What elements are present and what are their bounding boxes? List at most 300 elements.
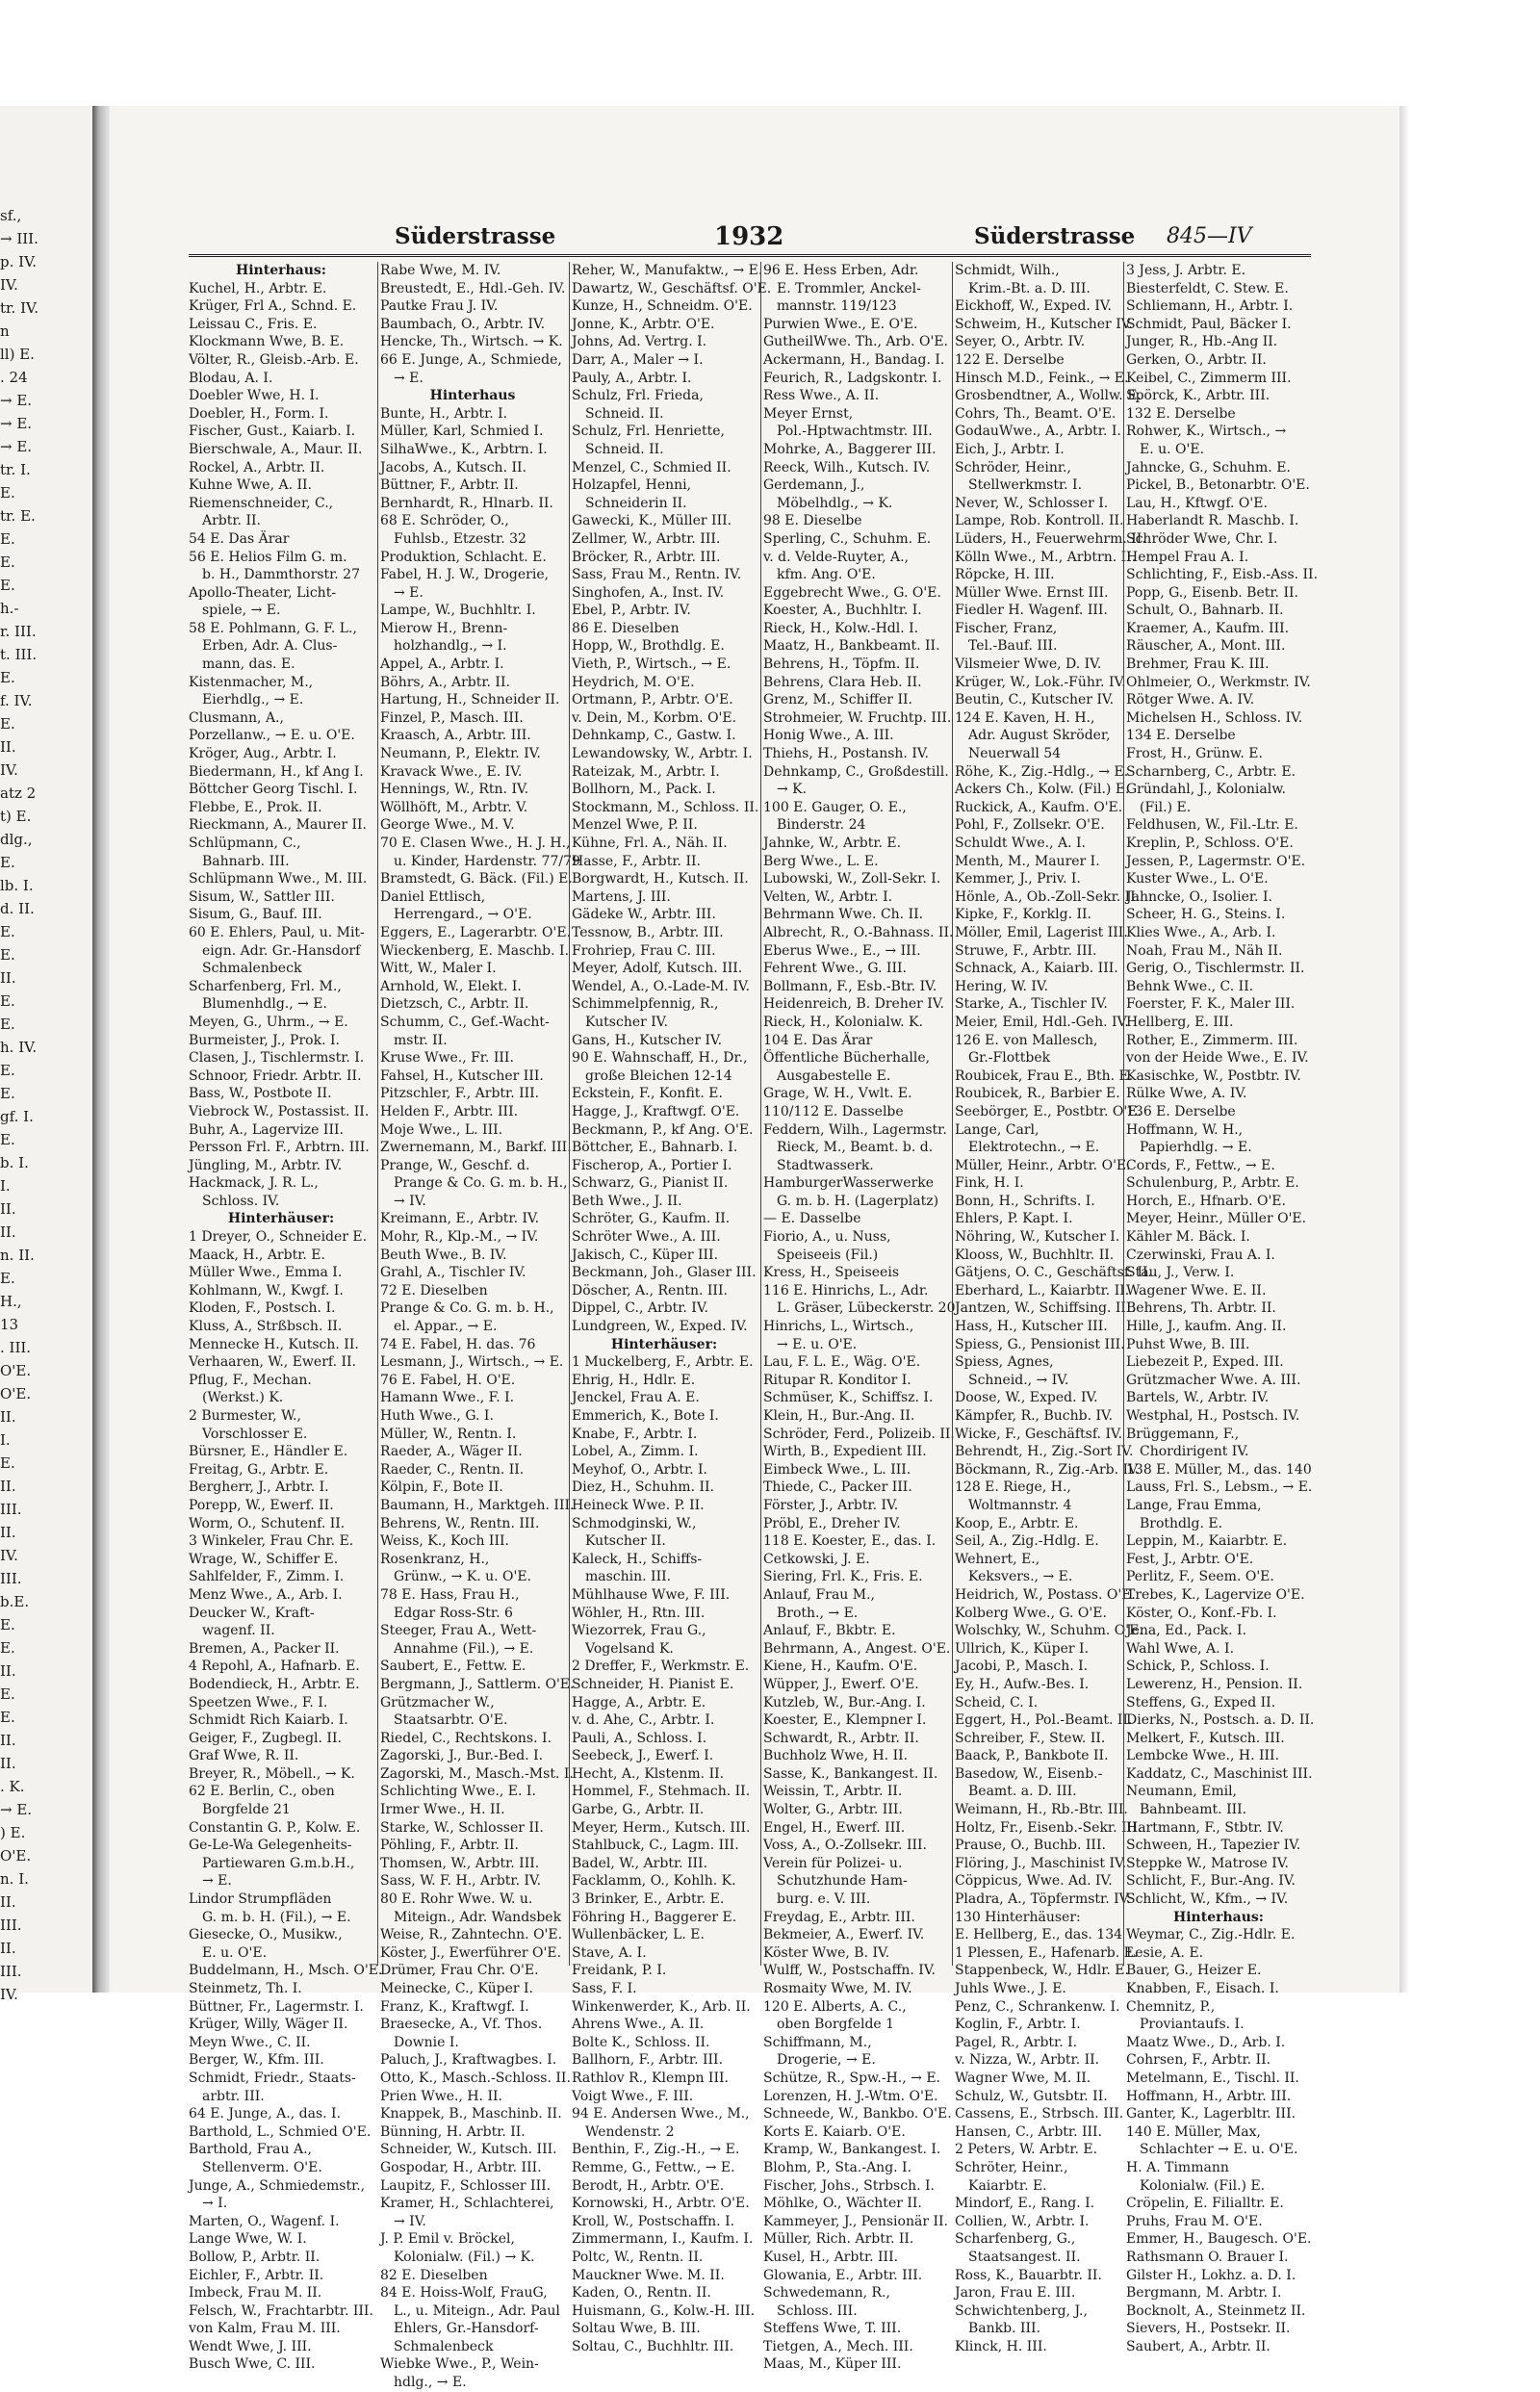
column-rule: [1123, 262, 1124, 1966]
directory-entry: 84 E. Hoiss-Wolf, FrauG,: [380, 2285, 548, 2302]
directory-entry: v. d. Ahe, C., Arbtr. I.: [572, 1712, 715, 1729]
directory-entry: Stappenbeck, W., Hdlr. E.: [955, 1963, 1129, 1979]
directory-entry: Hinrichs, L., Wirtsch.,: [763, 1319, 914, 1335]
directory-entry: spiele, → E.: [202, 603, 281, 619]
directory-entry: Spörck, K., Arbtr. III.: [1126, 388, 1270, 404]
directory-entry: E. Hellberg, E., das. 134: [955, 1927, 1123, 1943]
directory-entry: Eberhard, L., Kaiarbtr. II.: [955, 1282, 1130, 1299]
directory-entry: Maatz Wwe., D., Arb. I.: [1126, 2034, 1286, 2050]
directory-entry: Holtz, Fr., Eisenb.-Sekr. III.: [955, 1819, 1142, 1836]
directory-entry: Puhst Wwe, B. III.: [1126, 1336, 1250, 1352]
directory-entry: Lorenzen, H. J.-Wtm. O'E.: [763, 2088, 938, 2104]
directory-entry: Hencke, Th., Wirtsch. → K.: [380, 334, 563, 350]
directory-entry: Kolonialw. (Fil.) E.: [1140, 2177, 1266, 2194]
directory-entry: 72 E. Dieselben: [380, 1282, 488, 1299]
directory-entry: Stellenverm. O'E.: [202, 2159, 322, 2175]
directory-entry: 3 Jess, J. Arbtr. E.: [1126, 263, 1246, 278]
directory-entry: Schwedemann, R.,: [763, 2285, 890, 2302]
directory-entry: Weymar, C., Zig.-Hdlr. E.: [1126, 1927, 1296, 1943]
directory-entry: Laupitz, F., Schlosser III.: [380, 2177, 552, 2194]
directory-entry: Bodendieck, H., Arbtr. E.: [189, 1676, 360, 1692]
left-fragment-line: E.: [0, 992, 15, 1010]
directory-entry: Voss, A., O.-Zollsekr. III.: [763, 1838, 927, 1854]
directory-entry: Sisum, W., Sattler III.: [189, 888, 335, 905]
left-fragment-line: E.: [0, 1685, 15, 1703]
directory-entry: Stadtwasserk.: [777, 1157, 874, 1173]
left-fragment-line: II.: [0, 738, 16, 756]
left-fragment-line: E.: [0, 1131, 15, 1148]
directory-entry: Lewerenz, H., Pension. II.: [1126, 1676, 1303, 1692]
directory-entry: Weise, R., Zahntechn. O'E.: [380, 1927, 563, 1943]
directory-entry: Hecht, A., Klstenm. II.: [572, 1765, 725, 1782]
directory-entry: Sass, W. F. H., Arbtr. IV.: [380, 1873, 542, 1890]
directory-entry: Lau, F. L. E., Wäg. O'E.: [763, 1354, 921, 1371]
column-rule: [952, 262, 953, 1966]
directory-entry: Pohl, F., Zollsekr. O'E.: [955, 817, 1105, 834]
left-fragment-line: E.: [0, 923, 15, 940]
directory-entry: Finzel, P., Masch. III.: [380, 709, 524, 726]
directory-entry: 100 E. Gauger, O. E.,: [763, 799, 907, 815]
directory-entry: 70 E. Clasen Wwe., H. J. H.,: [380, 836, 571, 851]
directory-entry: burg. e. V. III.: [777, 1891, 871, 1908]
directory-entry: von der Heide Wwe., E. IV.: [1126, 1050, 1309, 1067]
directory-entry: arbtr. III.: [202, 2088, 265, 2104]
directory-entry: Kluss, A., Strßbsch. II.: [189, 1319, 343, 1335]
directory-entry: Bergmann, J., Sattlerm. O'E.: [380, 1676, 575, 1692]
directory-entry: Kröger, Aug., Arbtr. I.: [189, 746, 337, 762]
section-subheading: Hinterhaus:: [1173, 1909, 1264, 1925]
directory-entry: hdlg., → E.: [394, 2375, 467, 2391]
directory-entry: Braesecke, A., Vf. Thos.: [380, 2017, 543, 2033]
directory-entry: Berger, W., Kfm. III.: [189, 2052, 324, 2069]
directory-entry: Neuerwall 54: [968, 746, 1062, 762]
directory-entry: Eggert, H., Pol.-Beamt. II.: [955, 1712, 1133, 1729]
directory-entry: eign. Adr. Gr.-Hansdorf: [202, 942, 361, 959]
directory-entry: Lauss, Frl. S., Lebsm., → E.: [1126, 1479, 1313, 1496]
directory-entry: Kämpfer, R., Buchb. IV.: [955, 1408, 1114, 1424]
directory-entry: Dietzsch, C., Arbtr. II.: [380, 996, 529, 1013]
directory-entry: Clusmann, A.,: [189, 709, 284, 726]
directory-entry: Beamt. a. D. III.: [968, 1784, 1077, 1800]
directory-entry: Kolonialw. (Fil.) → K.: [394, 2249, 535, 2265]
directory-entry: Kuster Wwe., L. O'E.: [1126, 871, 1269, 887]
directory-entry: Jacobi, P., Masch. I.: [955, 1659, 1089, 1675]
directory-entry: → E.: [202, 1873, 232, 1890]
directory-entry: Bierschwale, A., Maur. II.: [189, 441, 363, 457]
directory-entry: Wulff, W., Postschaffn. IV.: [763, 1963, 936, 1979]
directory-entry: Johns, Ad. Vertrg. I.: [572, 334, 707, 350]
directory-entry: 118 E. Koester, E., das. I.: [763, 1533, 937, 1550]
directory-entry: Cetkowski, J. E.: [763, 1551, 870, 1567]
directory-entry: Bollmann, F., Esb.-Btr. IV.: [763, 978, 937, 994]
directory-entry: Deucker W., Kraft-: [189, 1605, 315, 1621]
directory-entry: Jena, Ed., Pack. I.: [1126, 1623, 1247, 1639]
directory-entry: Schröter, Heinr.,: [955, 2159, 1068, 2175]
directory-entry: Koester, E., Klempner I.: [763, 1712, 927, 1729]
directory-entry: Riemenschneider, C.,: [189, 495, 334, 511]
directory-entry: Gilster H., Lokhz. a. D. I.: [1126, 2267, 1296, 2283]
directory-entry: Möbelhdlg., → K.: [777, 495, 893, 511]
directory-entry: Fischer, Johs., Strbsch. I.: [763, 2177, 935, 2194]
directory-entry: 94 E. Andersen Wwe., M.,: [572, 2106, 750, 2122]
directory-entry: Pladra, A., Töpfermstr. IV.: [955, 1891, 1131, 1908]
directory-entry: Beuth Wwe., B. IV.: [380, 1247, 507, 1263]
directory-entry: Leissau C., Fris. E.: [189, 316, 318, 332]
directory-entry: Grützmacher W.,: [380, 1694, 495, 1710]
directory-entry: Kasischke, W., Postbtr. IV.: [1126, 1067, 1301, 1084]
directory-entry: HamburgerWasserwerke: [763, 1175, 935, 1192]
directory-entry: Bauer, G., Heizer E.: [1126, 1963, 1262, 1979]
left-fragment-line: II.: [0, 1732, 16, 1749]
directory-entry: Popp, G., Eisenb. Betr. II.: [1126, 584, 1298, 601]
directory-entry: Worm, O., Schutenf. II.: [189, 1515, 346, 1531]
directory-entry: Porepp, W., Ewerf. II.: [189, 1497, 334, 1513]
left-fragment-line: II.: [0, 1524, 16, 1541]
directory-entry: Weissin, T., Arbtr. II.: [763, 1784, 903, 1800]
directory-entry: 110/112 E. Dasselbe: [763, 1103, 904, 1119]
directory-entry: Mohrke, A., Baggerer III.: [763, 441, 937, 457]
directory-entry: Wahl Wwe, A. I.: [1126, 1640, 1235, 1657]
directory-entry: Lampe, Rob. Kontroll. II.: [955, 513, 1124, 529]
directory-entry: Rieck, H., Kolonialw. K.: [763, 1014, 923, 1030]
directory-entry: Rosenkranz, H.,: [380, 1551, 490, 1567]
left-fragment-line: III.: [0, 1916, 22, 1934]
directory-entry: Prange & Co. G. m. b. H.,: [394, 1175, 568, 1192]
directory-entry: 130 Hinterhäuser:: [955, 1909, 1081, 1925]
directory-entry: Papierhdlg. → E.: [1140, 1140, 1252, 1156]
directory-entry: Speiseeis (Fil.): [777, 1247, 879, 1263]
directory-entry: Kutzleb, W., Bur.-Ang. I.: [763, 1694, 926, 1710]
directory-entry: Bartels, W., Arbtr. IV.: [1126, 1390, 1270, 1406]
left-fragment-line: 13: [0, 1316, 19, 1333]
directory-entry: Paluch, J., Kraftwagbes. I.: [380, 2052, 557, 2069]
directory-entry: Clasen, J., Tischlermstr. I.: [189, 1050, 365, 1067]
directory-entry: Proviantaufs. I.: [1140, 2017, 1245, 2033]
directory-entry: Fink, H. I.: [955, 1175, 1024, 1192]
directory-entry: Steinmetz, Th. I.: [189, 1981, 302, 1996]
directory-entry: Gätjens, O. C., Geschäftsf. II.: [955, 1265, 1152, 1281]
directory-entry: Jakisch, C., Küper III.: [572, 1247, 719, 1263]
directory-entry: Freitag, G., Arbtr. E.: [189, 1461, 329, 1478]
directory-entry: Krüger, Willy, Wäger II.: [189, 2017, 348, 2033]
directory-entry: Struwe, F., Arbtr. III.: [955, 942, 1097, 959]
directory-entry: Büttner, Fr., Lagermstr. I.: [189, 1998, 364, 2015]
directory-entry: Rother, E., Zimmerm. III.: [1126, 1032, 1298, 1048]
left-fragment-line: O'E.: [0, 1362, 32, 1379]
directory-entry: Feldhusen, W., Fil.-Ltr. E.: [1126, 817, 1298, 834]
directory-entry: Pröbl, E., Dreher IV.: [763, 1515, 901, 1531]
directory-entry: Berodt, H., Arbtr. O'E.: [572, 2177, 725, 2194]
directory-entry: 132 E. Derselbe: [1126, 405, 1236, 422]
directory-entry: Schlicht, W., Kfm., → IV.: [1126, 1891, 1289, 1908]
directory-entry: → K.: [777, 782, 808, 798]
directory-entry: von Kalm, Frau M. III.: [189, 2321, 341, 2337]
directory-entry: Flöring, J., Maschinist IV.: [955, 1855, 1127, 1871]
directory-entry: Hartmann, F., Stbtr. IV.: [1126, 1819, 1284, 1836]
directory-entry: Bahnbeamt. III.: [1140, 1802, 1247, 1818]
directory-entry: J. P. Emil v. Bröckel,: [380, 2231, 515, 2248]
directory-entry: Jenckel, Frau A. E.: [572, 1390, 700, 1406]
directory-entry: Hennings, W., Rtn. IV.: [380, 782, 529, 798]
left-fragment-line: ll) E.: [0, 346, 35, 363]
book-gutter: [92, 106, 110, 1993]
column-rule: [377, 262, 378, 1966]
directory-entry: Vieth, P., Wirtsch., → E.: [572, 656, 732, 673]
directory-entry: Schlichting, F., Eisb.-Ass. II.: [1126, 567, 1319, 583]
left-fragment-line: lb. I.: [0, 877, 34, 894]
directory-entry: Bröcker, R., Arbtr. III.: [572, 549, 721, 565]
directory-entry: Schneede, W., Bankbo. O'E.: [763, 2106, 952, 2122]
directory-entry: Schulz, Frl. Frieda,: [572, 388, 704, 404]
left-fragment-line: . 24: [0, 369, 28, 386]
directory-entry: Haberlandt R. Maschb. I.: [1126, 513, 1299, 529]
directory-entry: 74 E. Fabel, H. das. 76: [380, 1336, 536, 1352]
page-number: 845—IV: [1167, 224, 1252, 248]
directory-entry: Beckmann, Joh., Glaser III.: [572, 1265, 757, 1281]
left-fragment-line: h. IV.: [0, 1039, 38, 1056]
directory-entry: Scheer, H. G., Steins. I.: [1126, 907, 1286, 923]
directory-entry: Hinsch M.D., Feink., → E.: [955, 370, 1129, 386]
directory-entry: — E. Dasselbe: [763, 1211, 861, 1227]
directory-entry: Flebbe, E., Prok. II.: [189, 799, 322, 815]
directory-entry: Kreplin, P., Schloss. O'E.: [1126, 836, 1294, 851]
directory-entry: Wendel, A., O.-Lade-M. IV.: [572, 978, 750, 994]
directory-entry: Meyhof, O., Arbtr. I.: [572, 1461, 707, 1478]
directory-entry: Kiene, H., Kaufm. O'E.: [763, 1659, 918, 1675]
directory-entry: Brüggemann, F.,: [1126, 1426, 1240, 1442]
directory-entry: Pauli, A., Schloss. I.: [572, 1730, 707, 1746]
directory-entry: Kutscher IV.: [585, 1014, 668, 1030]
directory-entry: → I.: [202, 2196, 228, 2212]
directory-entry: Strohmeier, W. Fruchtp. III.: [763, 709, 952, 726]
directory-entry: Büttner, F., Arbtr. II.: [380, 477, 519, 494]
directory-entry: Pruhs, Frau M. O'E.: [1126, 2213, 1263, 2229]
directory-entry: Erben, Adr. A. Clus-: [202, 638, 338, 655]
left-fragment-line: O'E.: [0, 1847, 32, 1865]
directory-entry: Schliemann, H., Arbtr. I.: [1126, 298, 1294, 315]
directory-entry: Prien Wwe., H. II.: [380, 2088, 502, 2104]
directory-entry: Möhlke, O., Wächter II.: [763, 2196, 922, 2212]
directory-entry: Eggers, E., Lagerarbtr. O'E.: [380, 924, 572, 940]
directory-entry: Mühlhause Wwe, F. III.: [572, 1586, 731, 1603]
directory-entry: Marten, O., Wagenf. I.: [189, 2213, 340, 2229]
left-fragment-line: O'E.: [0, 1385, 32, 1402]
directory-entry: Möller, Emil, Lagerist III.: [955, 924, 1128, 940]
running-head-year: 1932: [714, 222, 784, 251]
left-fragment-line: II.: [0, 1478, 16, 1495]
directory-entry: Eichler, F., Arbtr. II.: [189, 2267, 324, 2283]
directory-entry: Barthold, L., Schmied O'E.: [189, 2123, 372, 2140]
directory-entry: Seil, A., Zig.-Hdlg. E.: [955, 1533, 1099, 1550]
directory-entry: Never, W., Schlosser I.: [955, 495, 1109, 511]
directory-entry: Kreimann, E., Arbtr. IV.: [380, 1211, 540, 1227]
left-fragment-line: E.: [0, 854, 15, 871]
directory-entry: → E.: [394, 584, 424, 601]
directory-column-3: [572, 262, 772, 2354]
directory-entry: Velten, W., Arbtr. I.: [763, 888, 893, 905]
directory-entry: mannstr. 119/123: [777, 298, 897, 315]
directory-entry: Thomsen, W., Arbtr. III.: [380, 1855, 540, 1871]
directory-entry: Ross, K., Bauarbtr. II.: [955, 2267, 1102, 2283]
directory-entry: Knabben, F., Eisach. I.: [1126, 1981, 1279, 1996]
directory-entry: Franz, K., Kraftwgf. I.: [380, 1998, 529, 2015]
directory-entry: Tietgen, A., Mech. III.: [763, 2338, 913, 2354]
directory-entry: v. Nizza, W., Arbtr. II.: [955, 2052, 1100, 2069]
directory-entry: Otto, K., Masch.-Schloss. II.: [380, 2070, 571, 2086]
directory-entry: Kramer, H., Schlachterei,: [380, 2196, 554, 2212]
directory-entry: Döscher, A., Rentn. III.: [572, 1282, 728, 1299]
running-head-street-left: Süderstrasse: [395, 223, 556, 249]
directory-entry: Junge, A., Schmiedemstr.,: [189, 2177, 366, 2194]
directory-entry: Bollhorn, M., Pack. I.: [572, 782, 716, 798]
directory-entry: Schmüser, K., Schiffsz. I.: [763, 1390, 934, 1406]
directory-entry: Behrmann, A., Angest. O'E.: [763, 1640, 951, 1657]
directory-entry: Westphal, H., Postsch. IV.: [1126, 1408, 1300, 1424]
directory-entry: Ahrens Wwe., A. II.: [572, 2017, 705, 2033]
directory-entry: Lüders, H., Feuerwehrm. II.: [955, 530, 1146, 547]
directory-entry: → IV.: [394, 1193, 426, 1209]
directory-entry: Saubert, E., Fettw. E.: [380, 1659, 526, 1675]
directory-entry: Bramstedt, G. Bäck. (Fil.) E.: [380, 871, 573, 887]
directory-entry: Kravack Wwe., E. IV.: [380, 763, 523, 780]
left-fragment-line: E.: [0, 946, 15, 964]
directory-entry: Blohm, P., Sta.-Ang. I.: [763, 2159, 912, 2175]
directory-entry: Raeder, A., Wäger II.: [380, 1444, 523, 1460]
directory-entry: Beutin, C., Kutscher IV.: [955, 692, 1115, 708]
directory-entry: Schulz, W., Gutsbtr. II.: [955, 2088, 1108, 2104]
directory-entry: Junger, R., Hb.-Ang II.: [1126, 334, 1278, 350]
directory-entry: Eierhdlg., → E.: [202, 692, 304, 708]
directory-entry: Huth Wwe., G. I.: [380, 1408, 494, 1424]
directory-entry: Müller, Karl, Schmied I.: [380, 424, 544, 440]
directory-entry: Hansen, C., Arbtr. III.: [955, 2123, 1103, 2140]
directory-entry: Behrens, Th. Arbtr. II.: [1126, 1300, 1276, 1317]
directory-entry: Beckmann, P., kf Ang. O'E.: [572, 1121, 754, 1138]
directory-entry: H. A. Timmann: [1126, 2159, 1229, 2175]
directory-entry: Gerdemann, J.,: [763, 477, 865, 494]
directory-entry: Starke, W., Schlosser II.: [380, 1819, 544, 1836]
directory-entry: v. Dein, M., Korbm. O'E.: [572, 709, 737, 726]
directory-entry: Ganter, K., Lagerbltr. III.: [1126, 2106, 1296, 2122]
directory-entry: Müller, Rich. Arbtr. II.: [763, 2231, 914, 2248]
directory-entry: Fuhlsb., Etzestr. 32: [394, 530, 526, 547]
directory-entry: Schimmelpfennig, R.,: [572, 996, 719, 1013]
directory-entry: Lembcke Wwe., H. III.: [1126, 1748, 1280, 1764]
directory-entry: Dehnkamp, C., Gastw. I.: [572, 728, 736, 744]
directory-entry: Arbtr. II.: [202, 513, 261, 529]
directory-entry: Ehlers, P. Kapt. I.: [955, 1211, 1073, 1227]
directory-entry: Kraasch, A., Arbtr. III.: [380, 728, 531, 744]
directory-entry: Kloden, F., Postsch. I.: [189, 1300, 336, 1317]
directory-entry: mstr. II.: [394, 1032, 448, 1048]
directory-entry: Schwardt, R., Arbtr. II.: [763, 1730, 919, 1746]
directory-entry: Krim.-Bt. a. D. III.: [968, 280, 1091, 296]
directory-entry: Heidenreich, B. Dreher IV.: [763, 996, 944, 1013]
directory-entry: Soltau Wwe, B. III.: [572, 2321, 701, 2337]
directory-entry: 80 E. Rohr Wwe. W. u.: [380, 1891, 533, 1908]
directory-entry: Siering, Frl. K., Fris. E.: [763, 1569, 923, 1585]
directory-entry: 1 Dreyer, O., Schneider E.: [189, 1229, 368, 1246]
directory-entry: 126 E. von Mallesch,: [955, 1032, 1098, 1048]
directory-entry: Saubert, A., Arbtr. II.: [1126, 2338, 1270, 2354]
left-fragment-line: I.: [0, 1431, 11, 1449]
directory-entry: Hönle, A., Ob.-Zoll-Sekr. II.: [955, 888, 1141, 905]
directory-entry: Köster, O., Konf.-Fb. I.: [1126, 1605, 1277, 1621]
left-fragment-line: p. IV.: [0, 253, 38, 270]
directory-entry: Rabe Wwe, M. IV.: [380, 263, 501, 278]
directory-entry: Doose, W., Exped. IV.: [955, 1390, 1098, 1406]
directory-entry: Adr. August Skröder,: [968, 728, 1111, 744]
directory-entry: Wöllhöft, M., Arbtr. V.: [380, 799, 528, 815]
directory-entry: Kohlmann, W., Kwgf. I.: [189, 1282, 344, 1299]
left-fragment-line: H.,: [0, 1293, 22, 1310]
directory-entry: Ehlers, Gr.-Hansdorf-: [394, 2321, 539, 2337]
directory-entry: Lesie, A. E.: [1126, 1944, 1204, 1961]
directory-entry: 136 E. Derselbe: [1126, 1103, 1236, 1119]
directory-entry: Bass, W., Postbote II.: [189, 1086, 332, 1102]
directory-entry: Ruckick, A., Kaufm. O'E.: [955, 799, 1123, 815]
directory-entry: Barthold, Frau A.,: [189, 2142, 312, 2158]
left-fragment-line: ) E.: [0, 1824, 26, 1841]
directory-entry: Hoffmann, H., Arbtr. III.: [1126, 2088, 1292, 2104]
directory-entry: Rathsmann O. Brauer I.: [1126, 2249, 1289, 2265]
directory-entry: Mauckner Wwe. M. II.: [572, 2267, 725, 2283]
directory-entry: Behrens, H., Töpfm. II.: [763, 656, 920, 673]
left-fragment-line: dlg.,: [0, 831, 33, 848]
directory-entry: mann, das. E.: [202, 656, 295, 673]
directory-entry: Leppin, M., Kaiarbtr. E.: [1126, 1533, 1288, 1550]
directory-entry: Schröder Wwe, Chr. I.: [1126, 530, 1278, 547]
directory-entry: Speetzen Wwe., F. I.: [189, 1694, 328, 1710]
directory-entry: Schneiderin II.: [585, 495, 687, 511]
directory-entry: Stau, J., Verw. I.: [1126, 1265, 1235, 1281]
directory-entry: Scharfenberg, G.,: [955, 2231, 1076, 2248]
directory-column-4: [763, 262, 956, 2373]
directory-entry: Schwarz, G., Pianist II.: [572, 1175, 729, 1192]
directory-entry: Constantin G. P., Kolw. E.: [189, 1819, 361, 1836]
directory-entry: Berg Wwe., L. E.: [763, 853, 879, 869]
directory-entry: Jüngling, M., Arbtr. IV.: [189, 1157, 343, 1173]
directory-entry: Röpcke, H. III.: [955, 567, 1055, 583]
directory-entry: Kraemer, A., Kaufm. III.: [1126, 620, 1290, 636]
directory-entry: Böttcher, E., Bahnarb. I.: [572, 1140, 738, 1156]
directory-entry: 1 Plessen, E., Hafenarb. E.: [955, 1944, 1139, 1961]
directory-entry: Menzel Wwe, P. II.: [572, 817, 698, 834]
directory-entry: Hackmack, J. R. L.,: [189, 1175, 319, 1192]
directory-entry: Pol.-Hptwachtmstr. III.: [777, 424, 933, 440]
directory-entry: Lange Wwe, W. I.: [189, 2231, 307, 2248]
directory-entry: Miteign., Adr. Wandsbek: [394, 1909, 562, 1925]
directory-entry: Zimmermann, I., Kaufm. I.: [572, 2231, 754, 2248]
left-fragment-line: E.: [0, 1616, 15, 1633]
left-fragment-line: E.: [0, 1270, 15, 1287]
directory-entry: Kress, H., Speiseeis: [763, 1265, 899, 1281]
directory-entry: Benthin, F., Zig.-H., → E.: [572, 2142, 740, 2158]
directory-entry: Zagorski, J., Bur.-Bed. I.: [380, 1748, 544, 1764]
directory-entry: Apollo-Theater, Licht-: [189, 584, 337, 601]
directory-entry: Schneid., → IV.: [968, 1372, 1069, 1388]
directory-entry: Sievers, H., Postsekr. II.: [1126, 2321, 1291, 2337]
directory-entry: Winkenwerder, K., Arb. II.: [572, 1998, 751, 2015]
directory-entry: Lewandowsky, W., Arbtr. I.: [572, 746, 753, 762]
directory-entry: Schröder, Heinr.,: [955, 459, 1071, 476]
directory-entry: Daniel Ettlisch,: [380, 888, 486, 905]
directory-entry: Bünning, H. Arbtr. II.: [380, 2123, 526, 2140]
directory-entry: Stockmann, M., Schloss. II.: [572, 799, 759, 815]
directory-entry: Röhe, K., Zig.-Hdlg., → E.: [955, 763, 1129, 780]
directory-entry: Seebörger, E., Postbtr. O'E.: [955, 1103, 1142, 1119]
left-fragment-line: E.: [0, 484, 15, 502]
